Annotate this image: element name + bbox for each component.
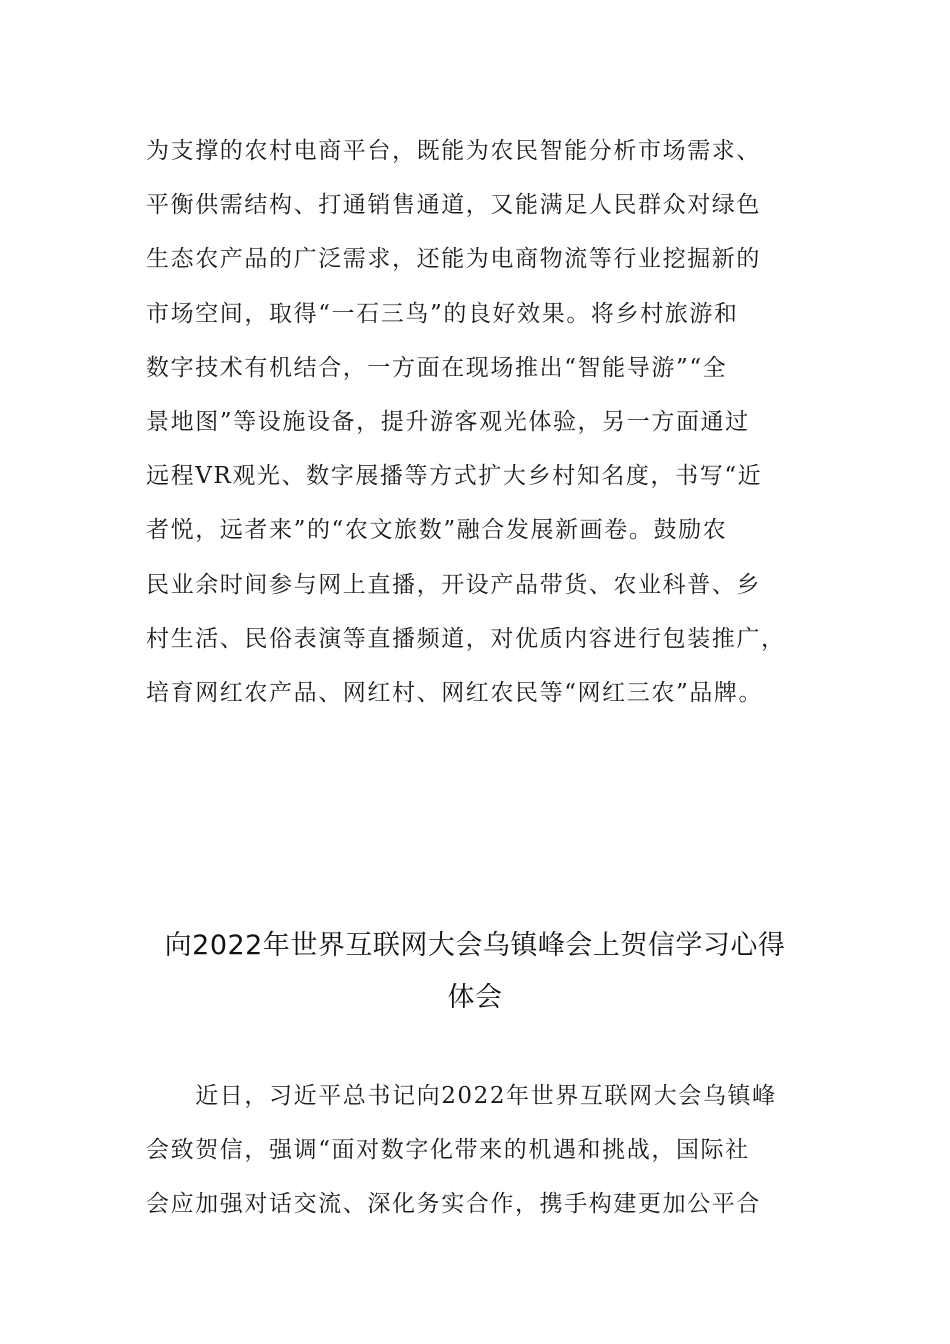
paragraph-line: 远程VR观光、数字展播等方式扩大乡村知名度，书写“近: [146, 463, 763, 490]
body-paragraph-bottom: [146, 1069, 806, 1232]
body-paragraph-top: [146, 124, 806, 720]
article-title: [100, 920, 850, 1024]
paragraph-line: 者悦，远者来”的“农文旅数”融合发展新画卷。鼓励农: [146, 517, 728, 544]
paragraph-line: 民业余时间参与网上直播，开设产品带货、农业科普、乡: [146, 571, 761, 598]
paragraph-line: 景地图”等设施设备，提升游客观光体验，另一方面通过: [146, 408, 750, 435]
paragraph-line: 生态农产品的广泛需求，还能为电商物流等行业挖掘新的: [146, 246, 761, 273]
paragraph-line: 数字技术有机结合，一方面在现场推出“智能导游”“全: [146, 354, 728, 381]
paragraph-line: 会应加强对话交流、深化务实合作，携手构建更加公平合: [146, 1191, 761, 1218]
paragraph-line: 会致贺信，强调“面对数字化带来的机遇和挑战，国际社: [146, 1137, 750, 1164]
title-line: 向2022年世界互联网大会乌镇峰会上贺信学习心得: [164, 930, 786, 961]
title-line: 体会: [447, 982, 503, 1013]
paragraph-line: 为支撑的农村电商平台，既能为农民智能分析市场需求、: [146, 138, 761, 164]
paragraph-line: 平衡供需结构、打通销售通道，又能满足人民群众对绿色: [146, 192, 761, 219]
paragraph-line: 村生活、民俗表演等直播频道，对优质内容进行包装推广，: [146, 625, 786, 652]
paragraph-line: 培育网红农产品、网红村、网红农民等“网红三农”品牌。: [146, 679, 764, 706]
paragraph-line: 市场空间，取得“一石三鸟”的良好效果。将乡村旅游和: [146, 300, 739, 327]
paragraph-line: 近日，习近平总书记向2022年世界互联网大会乌镇峰: [146, 1083, 777, 1109]
